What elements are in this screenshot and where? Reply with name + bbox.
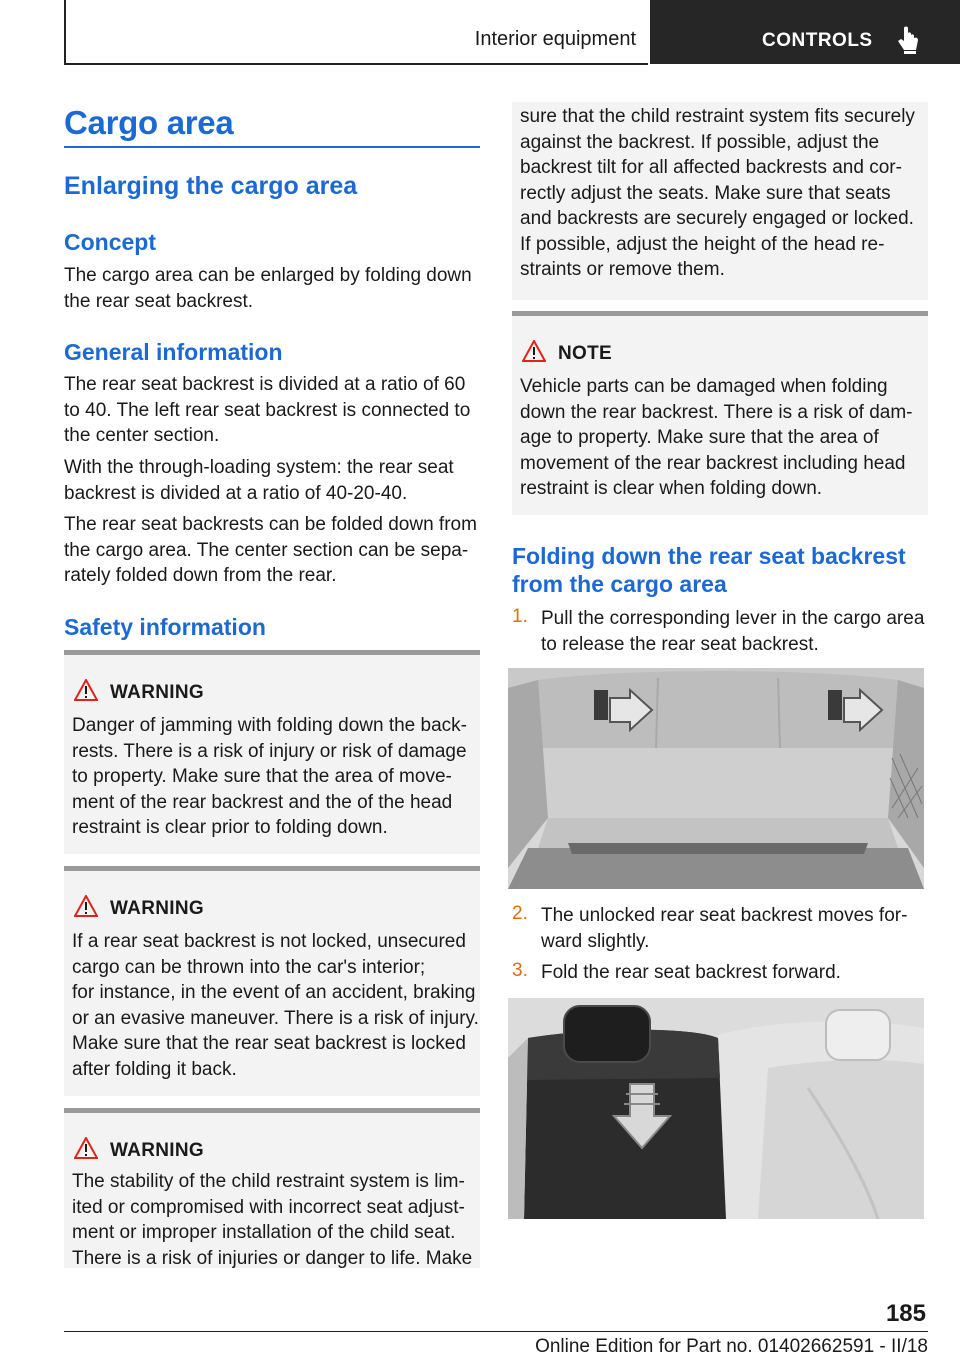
heading-concept: Concept [64, 229, 156, 255]
text-line: If possible, adjust the height of the head re‐ [520, 233, 885, 255]
text-line: cargo can be thrown into the car's interior; [72, 956, 426, 978]
paragraph-general-1 [64, 372, 470, 449]
text-line: Vehicle parts can be damaged when folding [520, 376, 888, 397]
text-line: after folding it back. [72, 1058, 237, 1080]
text-line: age to property. Make sure that the area of [520, 427, 879, 448]
text-line: Make sure that the rear seat backrest is locked [72, 1033, 466, 1054]
warning-triangle-icon [74, 1137, 98, 1159]
step-text [541, 960, 841, 986]
title-rule [64, 146, 480, 148]
step-number: 2. [512, 903, 528, 924]
footer-rule [64, 1331, 928, 1332]
text-line: the cargo area. The center section can be sepa‐ [64, 539, 469, 561]
text-line: If a rear seat backrest is not locked, unsecured [72, 931, 466, 952]
text-line: Pull the corresponding lever in the cargo area [541, 608, 925, 629]
backrest-illustration [508, 998, 924, 1219]
text-line: and backrests are securely engaged or locked. [520, 208, 914, 229]
warning-title: WARNING [110, 898, 204, 919]
heading-line: from the cargo area [512, 571, 727, 597]
step-number: 1. [512, 606, 528, 627]
cargo-area-illustration [508, 668, 924, 889]
note-title: NOTE [558, 343, 612, 364]
text-line: to property. Make sure that the area of move‐ [72, 766, 452, 787]
warning-text [72, 929, 479, 1082]
text-line: The unlocked rear seat backrest moves for‐ [541, 905, 908, 926]
text-line: the rear seat backrest. [64, 290, 254, 312]
footer-edition: Online Edition for Part no. 01402662591 - II/18 [535, 1336, 928, 1357]
text-line: Danger of jamming with folding down the back‐ [72, 715, 467, 736]
text-line: for instance, in the event of an accident, braking [72, 982, 476, 1003]
warning-title: WARNING [110, 1140, 204, 1161]
warning-text [72, 713, 467, 841]
text-line: rectly adjust the seats. Make sure that seats [520, 182, 891, 204]
warning-title: WARNING [110, 682, 204, 703]
text-line: ment or improper installation of the child seat. [72, 1222, 456, 1243]
text-line: against the backrest. If possible, adjust the [520, 131, 880, 153]
warning-box-unlocked-backrest [64, 866, 480, 1096]
text-line: rately folded down from the rear. [64, 565, 337, 586]
warning-text [520, 104, 915, 283]
heading-general-information: General information [64, 339, 283, 365]
text-line: sure that the child restraint system fits securely [520, 106, 915, 127]
text-line: backrest is divided at a ratio of 40-20-40. [64, 482, 408, 504]
step-text [541, 903, 907, 954]
header-chapter-tab[interactable] [650, 0, 960, 64]
page-title: Cargo area [64, 104, 234, 141]
text-line: or an evasive maneuver. There is a risk of injury. [72, 1007, 479, 1029]
paragraph-general-2 [64, 455, 454, 506]
text-line: rests. There is a risk of injury or risk of damage [72, 740, 467, 762]
text-line: to release the rear seat backrest. [541, 633, 819, 655]
backrest-folding-image [508, 998, 924, 1219]
text-line: straints or remove them. [520, 259, 725, 280]
warning-triangle-icon [74, 895, 98, 917]
text-line: ment of the rear backrest and the of the head [72, 791, 453, 813]
step-text [541, 606, 924, 657]
text-line: With the through-loading system: the rear seat [64, 457, 454, 478]
header-section-title: Interior equipment [474, 28, 636, 50]
cargo-area-image [508, 668, 924, 889]
warning-text [72, 1169, 472, 1271]
text-line: The stability of the child restraint system is lim‐ [72, 1171, 465, 1192]
text-line: The rear seat backrest is divided at a ratio of 60 [64, 374, 466, 395]
text-line: ward slightly. [541, 930, 650, 952]
text-line: The rear seat backrests can be folded down from [64, 514, 477, 535]
text-line: down the rear backrest. There is a risk of dam‐ [520, 401, 913, 423]
warning-box-child-restraint [64, 1108, 480, 1268]
warning-triangle-icon [522, 340, 546, 362]
step-number: 3. [512, 960, 528, 981]
text-line: ited or compromised with incorrect seat adjust‐ [72, 1196, 465, 1218]
hand-pointer-icon [896, 26, 922, 54]
warning-box-continued [512, 102, 928, 300]
paragraph-concept [64, 263, 472, 314]
text-line: restraint is clear prior to folding down. [72, 817, 388, 838]
text-line: restraint is clear when folding down. [520, 478, 823, 499]
heading-folding-down [512, 542, 906, 598]
text-line: Fold the rear seat backrest forward. [541, 962, 841, 983]
text-line: the center section. [64, 425, 220, 446]
note-box-vehicle-parts [512, 311, 928, 515]
text-line: The cargo area can be enlarged by folding down [64, 265, 472, 286]
header-chapter-label: CONTROLS [762, 30, 873, 51]
warning-triangle-icon [74, 679, 98, 701]
section-heading-enlarging: Enlarging the cargo area [64, 172, 358, 200]
text-line: movement of the rear backrest including head [520, 452, 906, 474]
note-text [520, 374, 912, 502]
heading-safety-information: Safety information [64, 614, 266, 640]
text-line: to 40. The left rear seat backrest is connected to [64, 399, 471, 421]
text-line: backrest tilt for all affected backrests and cor‐ [520, 157, 902, 178]
header-bottom-rule [64, 63, 648, 65]
header-left-rule [64, 0, 66, 64]
heading-line: Folding down the rear seat backrest [512, 543, 906, 569]
page-number: 185 [885, 1300, 926, 1327]
text-line: There is a risk of injuries or danger to life. Make [72, 1247, 473, 1269]
paragraph-general-3 [64, 512, 477, 589]
warning-box-jamming [64, 650, 480, 854]
